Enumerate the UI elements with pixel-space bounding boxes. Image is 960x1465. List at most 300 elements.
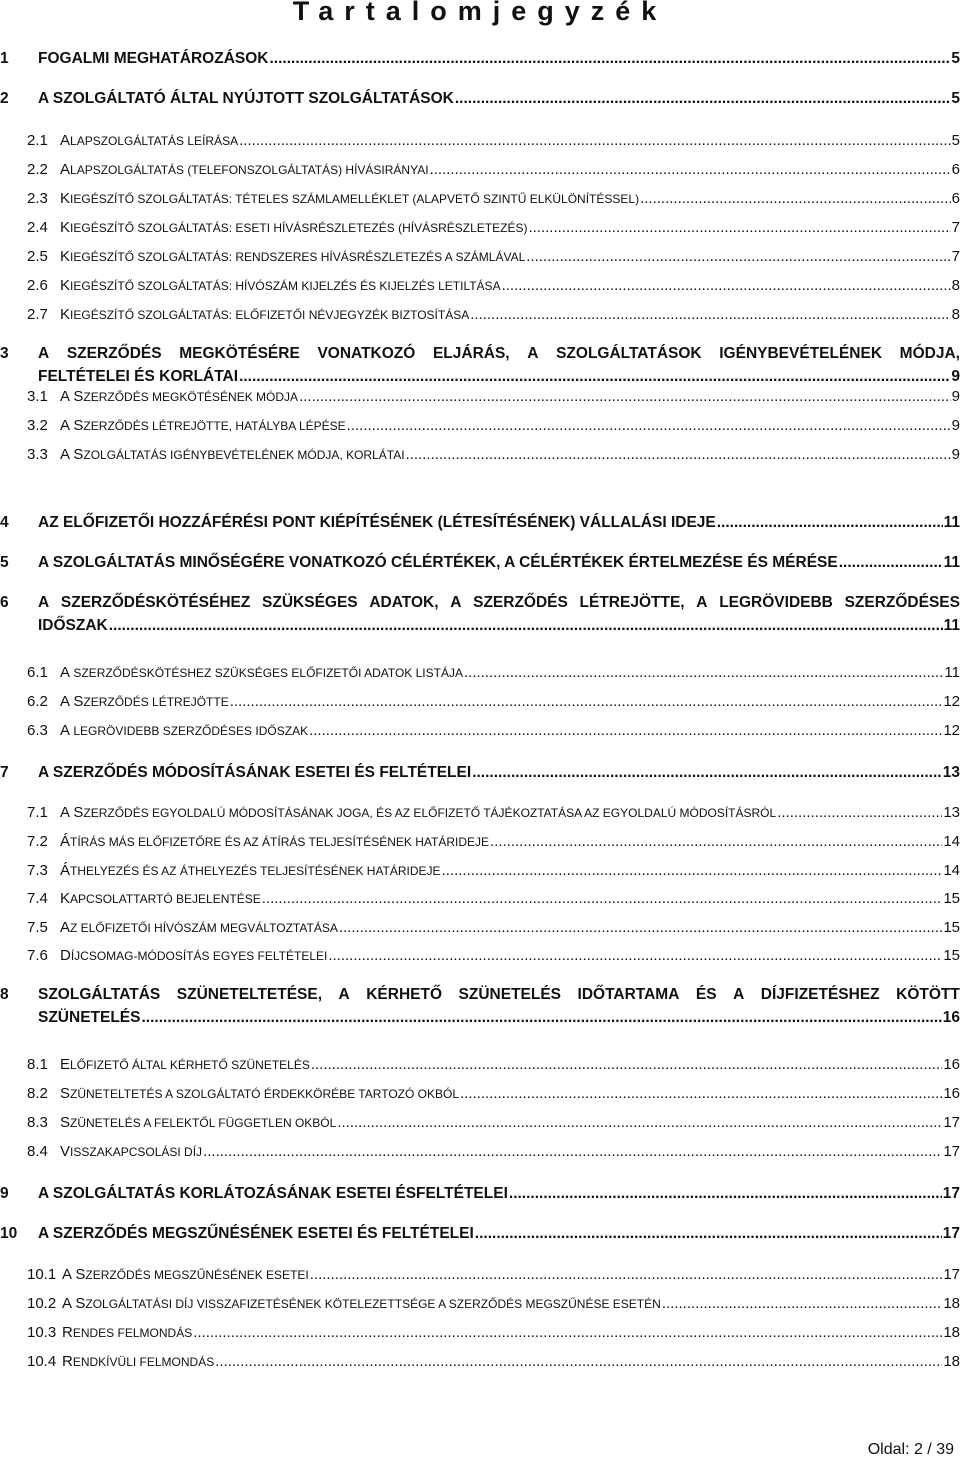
toc-entry-text: [60, 664, 960, 681]
toc-page-number: 17: [943, 1114, 960, 1131]
toc-entry-number: 7: [0, 764, 9, 781]
toc-section-entry[interactable]: [0, 862, 960, 886]
toc-entry-label: [60, 190, 639, 207]
toc-leader-dots: [328, 947, 942, 964]
toc-page-number: 7: [951, 219, 960, 236]
toc-page-number: 9: [951, 446, 960, 463]
toc-page-number: 11: [943, 554, 960, 571]
toc-entry-number: 2.6: [27, 277, 48, 294]
toc-entry-text: [60, 919, 960, 936]
toc-entry-word: ÉS: [695, 986, 717, 1003]
toc-entry-label: A SZOLGÁLTATÓ ÁLTAL NYÚJTOTT SZOLGÁLTATÁSOK: [38, 90, 454, 107]
toc-entry-number: 6: [0, 594, 9, 611]
toc-leader-dots: [839, 554, 943, 572]
toc-entry-label: SZÜNETELÉS: [38, 1009, 141, 1026]
toc-entry-text: [60, 417, 960, 434]
toc-entry-word: SZERZŐDÉS: [473, 594, 568, 611]
toc-entry-rest: ZERZŐDÉS EGYOLDALÚ MÓDOSÍTÁSÁNAK JOGA, ÉS AZ E: [83, 806, 422, 820]
toc-leader-dots: [309, 722, 942, 739]
toc-chapter-entry[interactable]: [0, 1225, 960, 1249]
toc-entry-number: 7.4: [27, 890, 48, 907]
toc-entry-label: [60, 833, 489, 850]
toc-entry-rest: ENDES FELMONDÁS: [72, 1326, 193, 1340]
toc-entry-initial: A S: [60, 417, 84, 434]
toc-entry-initial: A: [60, 161, 71, 178]
toc-entry-text: [38, 1185, 960, 1203]
toc-entry-rest: ZERZŐDÉS MEGSZŰNÉSÉNEK ESETEI: [85, 1268, 309, 1282]
document-title: Tartalomjegyzék: [292, 0, 668, 26]
toc-entry-word: A: [38, 594, 50, 611]
toc-leader-dots: [460, 1085, 942, 1102]
toc-entry-text: [38, 986, 960, 1027]
toc-entry-line-two: [38, 368, 960, 386]
toc-entry-rest: Z ELŐFIZETŐI HÍVÓSZÁM MEGVÁLTOZTATÁSA: [70, 921, 338, 935]
toc-section-entry[interactable]: [0, 417, 960, 441]
toc-entry-initial: A S: [60, 693, 84, 710]
toc-entry-word: KÖTÖTT: [896, 986, 960, 1003]
toc-entry-number: 2.7: [27, 306, 48, 323]
toc-entry-text: [60, 804, 960, 821]
toc-entry-text: [38, 554, 960, 572]
toc-entry-text: [60, 722, 960, 739]
toc-entry-label: AZ ELŐFIZETŐI HOZZÁFÉRÉSI PONT KIÉPÍTÉSÉNEK (LÉTESÍTÉSÉNEK) VÁLLALÁSI IDEJE: [38, 514, 716, 531]
toc-entry-text: [60, 446, 960, 463]
toc-entry-initial: R: [62, 1324, 73, 1341]
toc-entry-word: MEGKÖTÉSÉRE: [179, 345, 300, 362]
toc-leader-dots: [269, 50, 950, 68]
toc-page-number: 11: [944, 664, 960, 681]
toc-leader-dots: [502, 277, 951, 294]
toc-entry-word: A: [338, 986, 350, 1003]
toc-entry-label: [60, 804, 776, 821]
toc-entry-number: 8.1: [27, 1056, 48, 1073]
toc-entry-initial: V: [60, 1143, 71, 1160]
toc-entry-rest: IEGÉSZÍTŐ SZOLGÁLTATÁS: HÍVÓSZÁM KIJELZÉS ÉS KIJELZÉS LETILTÁSA: [70, 279, 501, 293]
toc-leader-dots: [262, 890, 943, 907]
toc-entry-label: [62, 1295, 661, 1312]
toc-entry-word: SZERZŐDÉSES: [844, 594, 960, 611]
toc-page-number: 18: [943, 1324, 960, 1341]
toc-chapter-entry[interactable]: [0, 1185, 960, 1209]
toc-entry-label: [62, 1324, 192, 1341]
toc-entry-word: SZOLGÁLTATÁSOK: [556, 345, 702, 362]
toc-entry-number: 3.1: [27, 388, 48, 405]
toc-entry-label: [60, 1143, 202, 1160]
toc-section-entry[interactable]: [0, 919, 960, 943]
toc-entry-word: A: [38, 345, 50, 362]
toc-section-entry[interactable]: [0, 693, 960, 717]
toc-section-entry[interactable]: [0, 1085, 960, 1109]
toc-entry-initial: A: [60, 132, 71, 149]
toc-entry-text: [62, 1295, 960, 1312]
toc-entry-text: [38, 1225, 960, 1243]
toc-section-entry[interactable]: [0, 1266, 960, 1290]
toc-leader-dots: [193, 1324, 942, 1341]
toc-entry-word: LÉTREJÖTTE,: [579, 594, 685, 611]
toc-chapter-entry[interactable]: [0, 764, 960, 788]
toc-section-entry[interactable]: [0, 446, 960, 470]
toc-leader-dots: [430, 161, 951, 178]
toc-entry-rest: ÍJCSOMAG-MÓDOSÍTÁS EGYES FELTÉTELEI: [70, 949, 328, 963]
toc-leader-dots: [472, 764, 942, 782]
toc-leader-dots: [509, 1185, 942, 1203]
toc-entry-label: [60, 388, 298, 405]
toc-entry-word: A: [733, 986, 745, 1003]
toc-page-number: 6: [951, 161, 960, 178]
toc-entry-number: 7.6: [27, 947, 48, 964]
toc-page-number: 8: [951, 306, 960, 323]
toc-entry-rest: APCSOLATTARTÓ BEJELENTÉSE: [70, 892, 261, 906]
toc-entry-rest: ZERZŐDÉS MEGKÖTÉSÉNEK MÓDJA: [83, 390, 299, 404]
toc-entry-rest: LŐFIZETŐ ÁLTAL KÉRHETŐ SZÜNETELÉS: [70, 1058, 310, 1072]
toc-entry-number: 8.3: [27, 1114, 48, 1131]
toc-entry-rest: IEGÉSZÍTŐ SZOLGÁLTATÁS: TÉTELES SZÁMLAMELLÉKLET (ALAPVETŐ SZINTŰ ELKÜLÖNÍTÉSSEL): [70, 192, 640, 206]
toc-entry-rest: ZERZŐDÉS LÉTREJÖTTE: [83, 695, 229, 709]
toc-leader-dots: [347, 417, 951, 434]
toc-section-entry[interactable]: [0, 804, 960, 828]
toc-entry-word: VONATKOZÓ: [317, 345, 416, 362]
toc-entry-word: LEGRÖVIDEBB: [719, 594, 833, 611]
toc-page-number: 5: [951, 90, 960, 107]
toc-page-number: 17: [943, 1143, 960, 1160]
toc-entry-initial: Á: [60, 833, 71, 850]
toc-entry-line-one: [38, 594, 960, 612]
toc-entry-number: 5: [0, 554, 9, 571]
toc-page-number: 18: [943, 1353, 960, 1370]
toc-entry-rest: ZÜNETELÉS A FELEKTŐL FÜGGETLEN OKBÓL: [70, 1116, 337, 1130]
toc-entry-initial: K: [60, 219, 71, 236]
toc-entry-number: 10.3: [27, 1324, 57, 1341]
toc-entry-text: [60, 306, 960, 323]
toc-leader-dots: [311, 1056, 942, 1073]
toc-entry-rest: ZOLGÁLTATÁS IGÉNYBEVÉTELÉNEK MÓDJA, KORLÁTAI: [83, 448, 405, 462]
toc-entry-label: [62, 1266, 309, 1283]
toc-entry-word: SZERZŐDÉS: [66, 345, 162, 362]
toc-leader-dots: [310, 1266, 943, 1283]
toc-entry-label: [60, 693, 229, 710]
toc-entry-text: [60, 132, 960, 149]
toc-entry-number: 3: [0, 345, 9, 362]
toc-entry-text: [60, 1085, 960, 1102]
toc-entry-number: 6.3: [27, 722, 48, 739]
toc-entry-word: IDŐTARTAMA: [577, 986, 680, 1003]
toc-entry-word: SZERZŐDÉSKÖTÉSÉHEZ: [60, 594, 251, 611]
toc-entry-line-one: [38, 986, 960, 1004]
toc-entry-number: 8.2: [27, 1085, 48, 1102]
toc-entry-label: A SZOLGÁLTATÁS KORLÁTOZÁSÁNAK ESETEI ÉSFELTÉTELEI: [38, 1185, 508, 1202]
toc-entry-word: SZÜNETELTETÉSE,: [176, 986, 323, 1003]
toc-chapter-entry[interactable]: [0, 90, 960, 114]
toc-section-entry[interactable]: [0, 277, 960, 301]
toc-entry-number: 8: [0, 986, 9, 1003]
toc-entry-word: IGÉNYBEVÉTELÉNEK: [719, 345, 883, 362]
toc-entry-initial: A: [60, 664, 71, 681]
toc-entry-label: FOGALMI MEGHATÁROZÁSOK: [38, 50, 269, 67]
toc-entry-initial: S: [60, 1085, 71, 1102]
toc-entry-initial: D: [60, 947, 71, 964]
toc-entry-label: [60, 219, 527, 236]
toc-leader-dots: [239, 132, 951, 149]
toc-entry-word: A: [696, 594, 708, 611]
toc-page-number: 8: [951, 277, 960, 294]
toc-entry-text: [60, 277, 960, 294]
toc-entry-number: 10: [0, 1225, 18, 1242]
toc-page-number: 14: [943, 833, 960, 850]
toc-section-entry[interactable]: [0, 1324, 960, 1348]
toc-entry-label: [60, 862, 441, 879]
toc-page-number: 14: [943, 862, 960, 879]
toc-chapter-entry[interactable]: [0, 594, 960, 646]
toc-entry-text: [60, 947, 960, 964]
toc-page-number: 9: [951, 368, 960, 385]
toc-entry-text: [62, 1266, 960, 1283]
toc-entry-number: 2.2: [27, 161, 48, 178]
toc-entry-text: [60, 862, 960, 879]
toc-entry-label: [60, 417, 346, 434]
toc-entry-rest: TÍRÁS MÁS ELŐFIZETŐRE ÉS AZ ÁTÍRÁS TELJESÍTÉSÉNEK HATÁRIDEJE: [70, 835, 489, 849]
toc-entry-word: DÍJFIZETÉSHEZ: [760, 986, 880, 1003]
toc-leader-dots: [717, 514, 943, 532]
toc-entry-initial: K: [60, 190, 71, 207]
toc-leader-dots: [442, 862, 943, 879]
toc-section-entry[interactable]: [0, 833, 960, 857]
toc-leader-dots: [662, 1295, 943, 1312]
toc-entry-rest: IEGÉSZÍTŐ SZOLGÁLTATÁS: ESETI HÍVÁSRÉSZLETEZÉS (HÍVÁSRÉSZLETEZÉS): [70, 221, 528, 235]
toc-section-entry[interactable]: [0, 132, 960, 156]
toc-entry-rest: SZERZŐDÉSKÖTÉSHEZ SZÜKSÉGES ELŐFIZETŐI ADATOK LISTÁJA: [70, 666, 463, 680]
toc-entry-text: [62, 1324, 960, 1341]
toc-page-number: 11: [943, 617, 960, 634]
toc-entry-rest: ZOLGÁLTATÁSI DÍJ VISSZAFIZETÉSÉNEK KÖTELEZETTSÉGE A SZERZŐDÉS MEGSZŰNÉSE ESETÉN: [85, 1297, 661, 1311]
toc-entry-line-two: [38, 1009, 960, 1027]
toc-entry-text: [60, 833, 960, 850]
toc-entry-word: SZOLGÁLTATÁS: [38, 986, 161, 1003]
toc-leader-dots: [215, 1353, 942, 1370]
toc-entry-text: [60, 219, 960, 236]
toc-chapter-entry[interactable]: [0, 986, 960, 1038]
toc-page-number: 15: [943, 947, 960, 964]
toc-page-number: 17: [943, 1266, 960, 1283]
toc-section-entry[interactable]: [0, 1143, 960, 1167]
toc-section-entry[interactable]: [0, 664, 960, 688]
toc-section-entry[interactable]: [0, 306, 960, 330]
toc-section-entry[interactable]: [0, 1295, 960, 1319]
toc-entry-word: SZÜKSÉGES: [262, 594, 358, 611]
toc-leader-dots: [470, 306, 950, 323]
toc-entry-text: [38, 345, 960, 386]
toc-entry-number: 4: [0, 514, 9, 531]
toc-entry-initial: K: [60, 306, 71, 323]
toc-entry-number: 10.4: [27, 1353, 57, 1370]
toc-section-entry[interactable]: [0, 1056, 960, 1080]
toc-chapter-entry[interactable]: [0, 554, 960, 578]
toc-entry-text: [38, 90, 960, 108]
toc-leader-dots: [777, 804, 942, 821]
toc-entry-word: KÉRHETŐ: [366, 986, 443, 1003]
toc-leader-dots: [406, 446, 951, 463]
toc-entry-rest: ENDKÍVÜLI FELMONDÁS: [72, 1355, 215, 1369]
toc-section-entry[interactable]: [0, 190, 960, 214]
toc-entry-label: [60, 1114, 336, 1131]
toc-entry-text: [60, 248, 960, 265]
toc-entry-number: 8.4: [27, 1143, 48, 1160]
toc-entry-rest: LAPSZOLGÁLTATÁS LEÍRÁSA: [70, 134, 239, 148]
toc-entry-rest: ISSZAKAPCSOLÁSI DÍJ: [70, 1145, 203, 1159]
toc-entry-initial: A S: [62, 1266, 86, 1283]
toc-entry-rest-continued: LŐFIZETŐ TÁJÉKOZTATÁSA AZ EGYOLDALÚ MÓDOSÍTÁSRÓL: [421, 806, 777, 820]
toc-entry-label: A SZERZŐDÉS MÓDOSÍTÁSÁNAK ESETEI ÉS FELTÉTELEI: [38, 764, 472, 781]
toc-leader-dots: [230, 693, 943, 710]
toc-entry-number: 3.2: [27, 417, 48, 434]
toc-page-number: 16: [943, 1085, 960, 1102]
toc-entry-number: 3.3: [27, 446, 48, 463]
toc-entry-text: [60, 388, 960, 405]
toc-leader-dots: [490, 833, 942, 850]
toc-page-number: 7: [951, 248, 960, 265]
toc-page-number: 6: [951, 190, 960, 207]
toc-entry-text: [60, 1056, 960, 1073]
toc-entry-label: [60, 947, 327, 964]
toc-entry-line-two: [38, 617, 960, 635]
toc-leader-dots: [203, 1143, 942, 1160]
toc-entry-initial: A: [60, 919, 71, 936]
toc-chapter-entry[interactable]: [0, 514, 960, 538]
toc-page-number: 16: [943, 1056, 960, 1073]
toc-section-entry[interactable]: [0, 947, 960, 971]
toc-entry-rest: LAPSZOLGÁLTATÁS (TELEFONSZOLGÁLTATÁS) HÍVÁSIRÁNYAI: [70, 163, 429, 177]
toc-entry-number: 10.2: [27, 1295, 57, 1312]
toc-entry-label: [60, 722, 308, 739]
toc-leader-dots: [640, 190, 951, 207]
toc-section-entry[interactable]: [0, 248, 960, 272]
toc-page-number: 9: [951, 388, 960, 405]
toc-entry-text: [60, 190, 960, 207]
toc-page-number: 12: [943, 722, 960, 739]
toc-section-entry[interactable]: [0, 1114, 960, 1138]
toc-leader-dots: [526, 248, 950, 265]
toc-entry-rest: ZÜNETELTETÉS A SZOLGÁLTATÓ ÉRDEKKÖRÉBE TARTOZÓ OKBÓL: [70, 1087, 459, 1101]
toc-leader-dots: [475, 1225, 942, 1243]
toc-entry-label: [60, 446, 405, 463]
toc-entry-label: [60, 132, 238, 149]
toc-entry-label: [60, 306, 469, 323]
toc-leader-dots: [141, 1009, 941, 1027]
toc-entry-number: 10.1: [27, 1266, 57, 1283]
toc-entry-word: SZÜNETELÉS: [458, 986, 562, 1003]
toc-page-number: 12: [943, 693, 960, 710]
toc-page-number: 15: [943, 919, 960, 936]
toc-entry-initial: S: [60, 1114, 71, 1131]
toc-section-entry[interactable]: [0, 722, 960, 746]
toc-entry-text: [62, 1353, 960, 1370]
toc-entry-label: [60, 664, 463, 681]
toc-entry-label: [60, 1085, 459, 1102]
toc-entry-initial: A S: [62, 1295, 86, 1312]
toc-entry-text: [38, 50, 960, 68]
toc-page-number: 15: [943, 890, 960, 907]
toc-entry-text: [60, 161, 960, 178]
toc-leader-dots: [239, 368, 950, 386]
toc-entry-number: 2: [0, 90, 9, 107]
toc-page-number: 5: [951, 132, 960, 149]
toc-section-entry[interactable]: [0, 161, 960, 185]
toc-page-number: 17: [942, 1185, 960, 1202]
toc-leader-dots: [464, 664, 943, 681]
toc-entry-number: 7.1: [27, 804, 48, 821]
toc-entry-line-one: [38, 345, 960, 363]
toc-entry-number: 6.2: [27, 693, 48, 710]
toc-page-number: 13: [943, 804, 960, 821]
toc-entry-word: MÓDJA,: [899, 345, 960, 362]
toc-entry-word: A: [527, 345, 539, 362]
toc-entry-label: [60, 890, 261, 907]
toc-entry-label: [60, 919, 338, 936]
toc-entry-number: 6.1: [27, 664, 48, 681]
toc-entry-number: 2.5: [27, 248, 48, 265]
toc-entry-initial: R: [62, 1353, 73, 1370]
toc-entry-initial: Á: [60, 862, 71, 879]
toc-page-number: 17: [942, 1225, 960, 1242]
toc-page-number: 9: [951, 417, 960, 434]
toc-entry-initial: A S: [60, 388, 84, 405]
toc-entry-initial: K: [60, 277, 71, 294]
toc-entry-text: [60, 1143, 960, 1160]
toc-leader-dots: [337, 1114, 942, 1131]
toc-chapter-entry[interactable]: [0, 50, 960, 74]
toc-entry-word: ELJÁRÁS,: [432, 345, 510, 362]
toc-page-number: 16: [942, 1009, 960, 1026]
toc-section-entry[interactable]: [0, 1353, 960, 1377]
toc-leader-dots: [455, 90, 951, 108]
toc-entry-word: ADATOK,: [369, 594, 439, 611]
toc-entry-text: [60, 1114, 960, 1131]
toc-entry-text: [38, 514, 960, 532]
toc-section-entry[interactable]: [0, 219, 960, 243]
toc-entry-label: A SZERZŐDÉS MEGSZŰNÉSÉNEK ESETEI ÉS FELTÉTELEI: [38, 1225, 474, 1242]
toc-entry-initial: K: [60, 248, 71, 265]
toc-entry-label: [60, 161, 429, 178]
toc-section-entry[interactable]: [0, 388, 960, 412]
toc-entry-initial: K: [60, 890, 71, 907]
toc-entry-label: IDŐSZAK: [38, 617, 108, 634]
toc-leader-dots: [528, 219, 950, 236]
toc-entry-label: [60, 1056, 310, 1073]
toc-entry-number: 9: [0, 1185, 9, 1202]
toc-entry-label: [60, 248, 525, 265]
toc-leader-dots: [109, 617, 943, 635]
toc-entry-rest: ZERZŐDÉS LÉTREJÖTTE, HATÁLYBA LÉPÉSE: [83, 419, 346, 433]
toc-entry-text: [38, 594, 960, 635]
toc-entry-number: 1: [0, 50, 9, 67]
toc-entry-label: [62, 1353, 214, 1370]
toc-entry-rest: IEGÉSZÍTŐ SZOLGÁLTATÁS: ELŐFIZETŐI NÉVJEGYZÉK BIZTOSÍTÁSA: [70, 308, 470, 322]
toc-entry-label: [60, 277, 501, 294]
toc-leader-dots: [339, 919, 942, 936]
toc-entry-number: 2.3: [27, 190, 48, 207]
toc-leader-dots: [299, 388, 951, 405]
toc-entry-label: A SZOLGÁLTATÁS MINŐSÉGÉRE VONATKOZÓ CÉLÉRTÉKEK, A CÉLÉRTÉKEK ÉRTELMEZÉSE ÉS MÉRÉSE: [38, 554, 838, 571]
toc-entry-rest: IEGÉSZÍTŐ SZOLGÁLTATÁS: RENDSZERES HÍVÁSRÉSZLETEZÉS A SZÁMLÁVAL: [70, 250, 526, 264]
toc-section-entry[interactable]: [0, 890, 960, 914]
toc-entry-word: A: [450, 594, 462, 611]
toc-entry-number: 7.2: [27, 833, 48, 850]
toc-entry-rest: THELYEZÉS ÉS AZ ÁTHELYEZÉS TELJESÍTÉSÉNEK HATÁRIDEJE: [70, 864, 441, 878]
toc-entry-label: FELTÉTELEI ÉS KORLÁTAI: [38, 368, 239, 385]
toc-entry-number: 7.5: [27, 919, 48, 936]
toc-entry-text: [60, 890, 960, 907]
toc-entry-rest: LEGRÖVIDEBB SZERZŐDÉSES IDŐSZAK: [70, 724, 309, 738]
toc-entry-number: 7.3: [27, 862, 48, 879]
